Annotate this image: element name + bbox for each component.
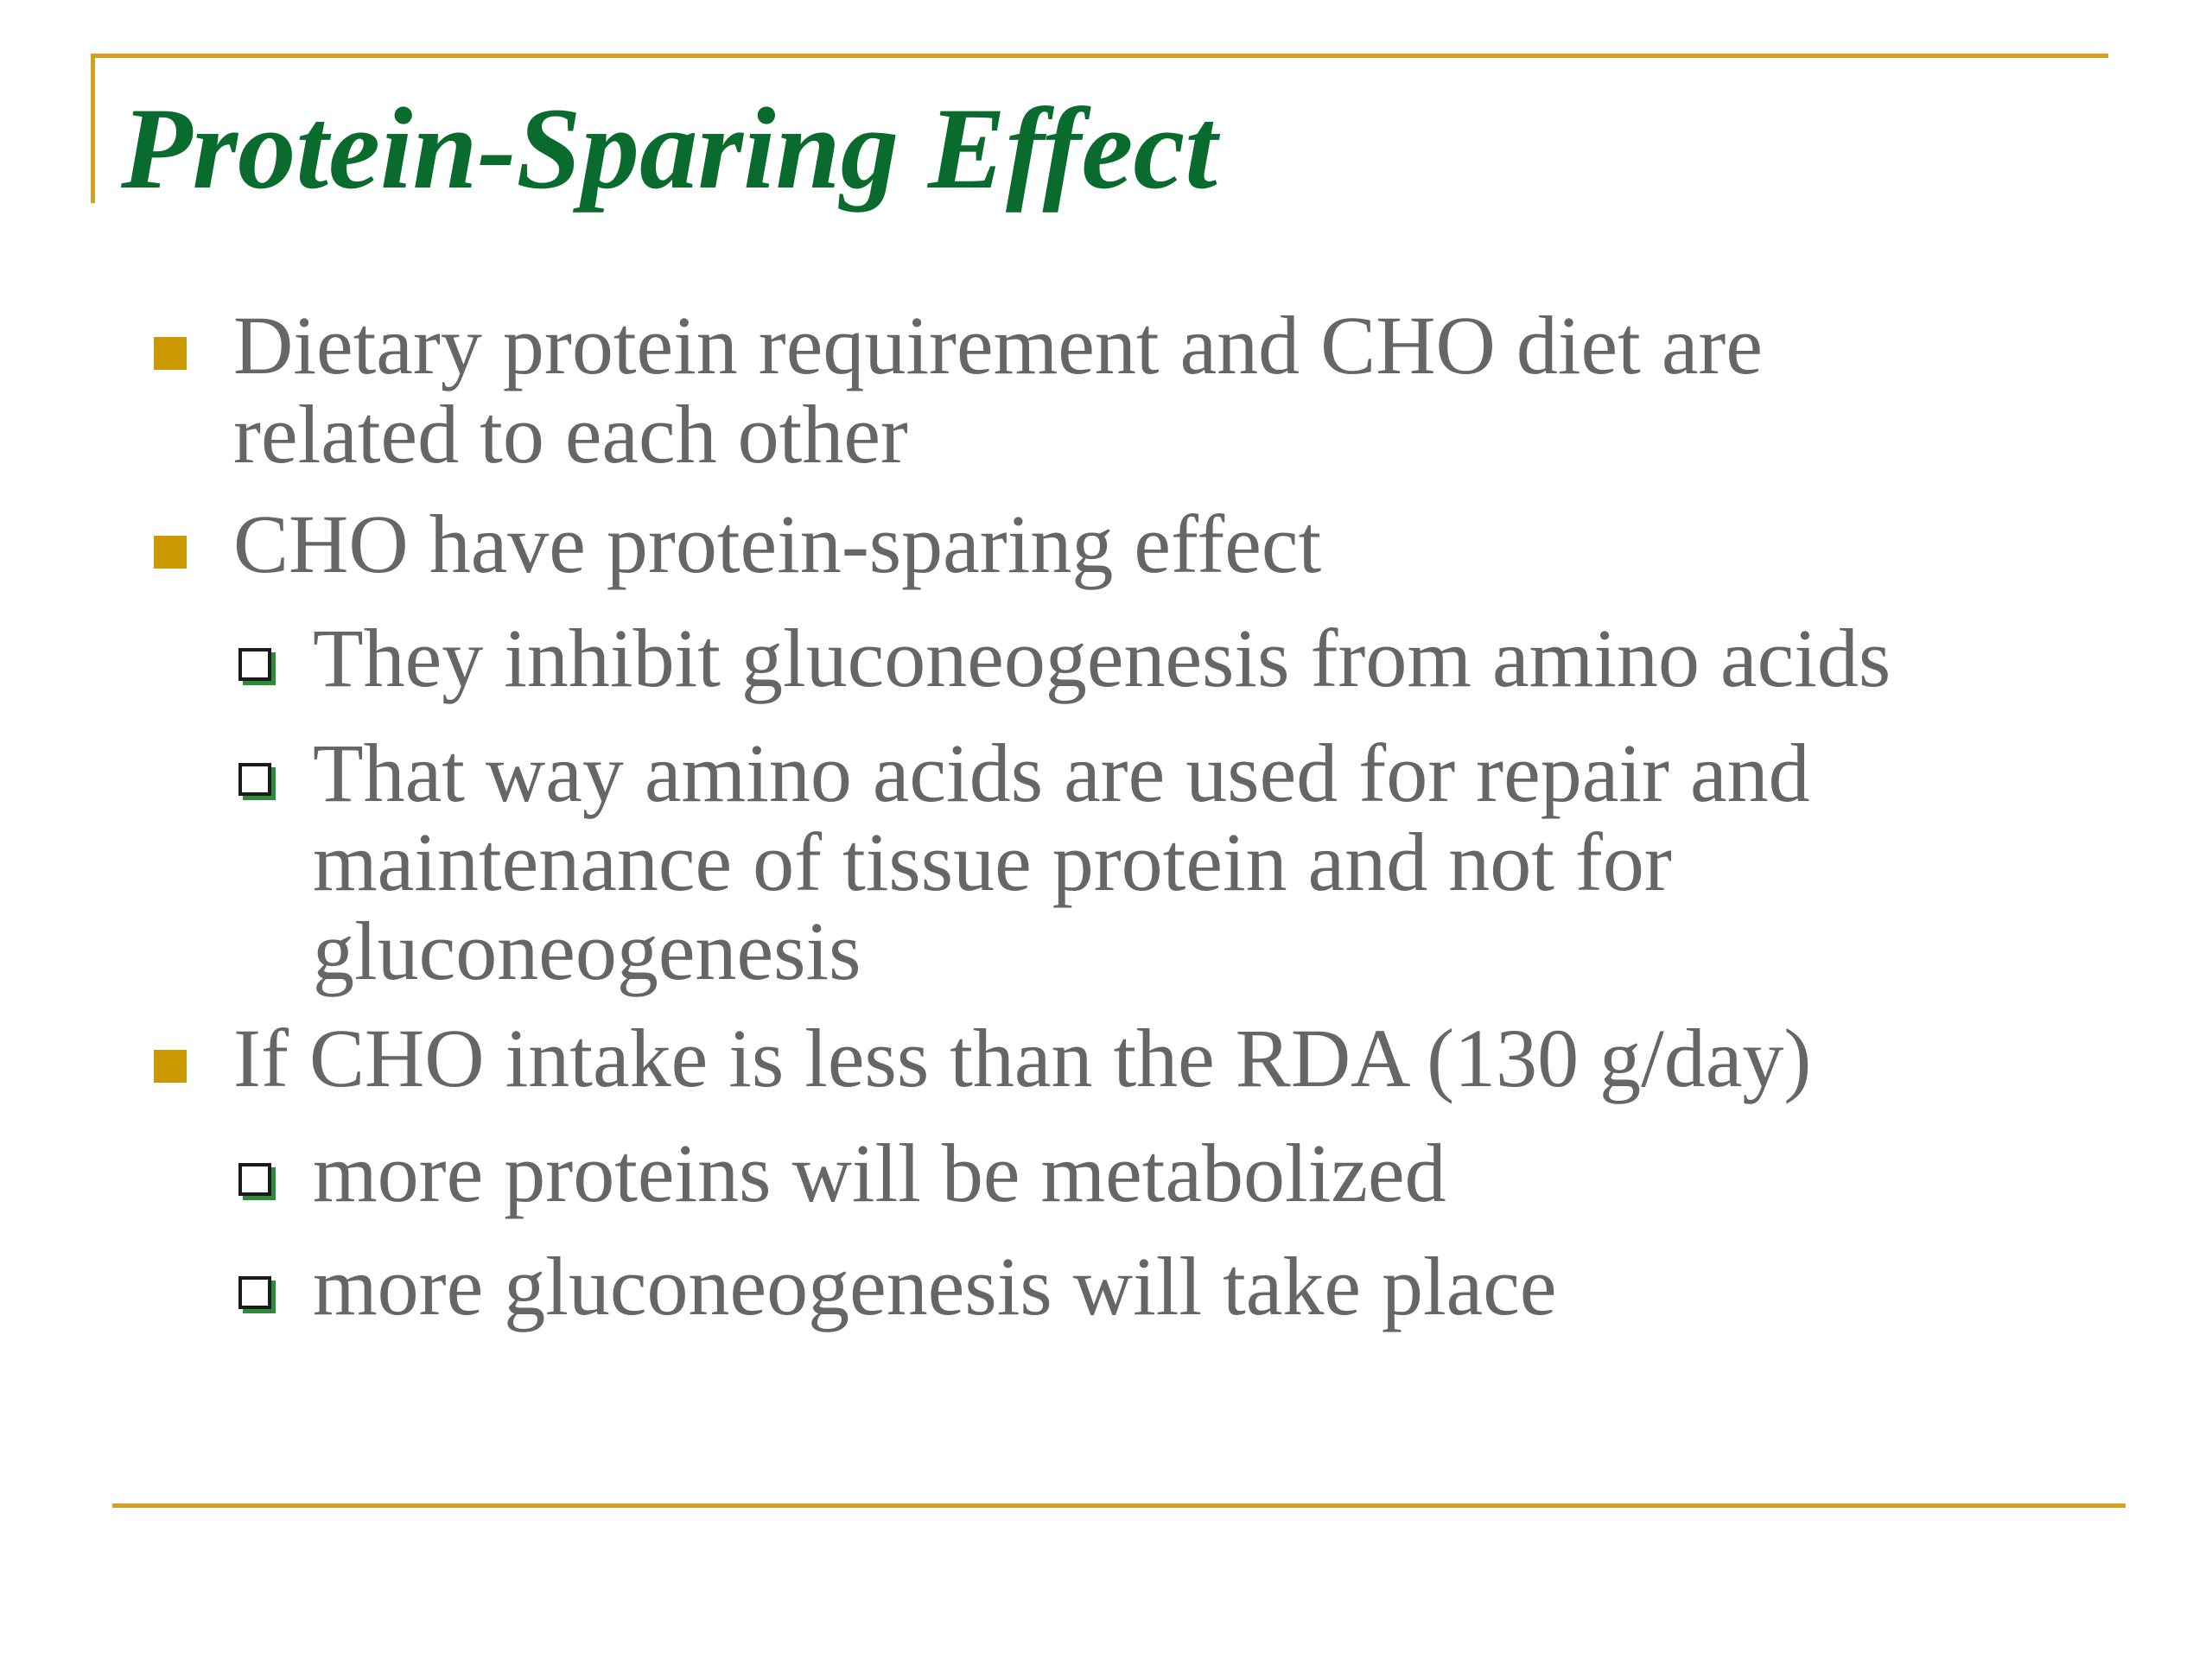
bullet-2-line-1: CHO have protein-sparing effect bbox=[233, 498, 1322, 590]
square-bullet-icon bbox=[154, 536, 187, 569]
slide-title: Protein-Sparing Effect bbox=[121, 85, 1217, 213]
sub-bullet-2-2-line-3: gluconeogenesis bbox=[313, 905, 861, 997]
square-bullet-icon bbox=[154, 337, 187, 370]
sub-bullet-2-2-line-2: maintenance of tissue protein and not for bbox=[313, 816, 1672, 908]
bullet-1-line-2: related to each other bbox=[233, 388, 908, 480]
bullet-1-line-1: Dietary protein requirement and CHO diet are bbox=[233, 299, 1763, 391]
sub-bullet-2-1-line-1: They inhibit gluconeogenesis from amino acids bbox=[313, 612, 1891, 704]
sub-bullet-3-1-line-1: more proteins will be metabolized bbox=[313, 1127, 1446, 1219]
square-bullet-icon bbox=[154, 1050, 187, 1083]
hollow-box-bullet-icon bbox=[238, 763, 271, 796]
footer-rule bbox=[112, 1503, 2126, 1508]
hollow-box-bullet-icon bbox=[238, 648, 271, 681]
sub-bullet-2-2-line-1: That way amino acids are used for repair and bbox=[313, 727, 1810, 819]
sub-bullet-3-2-line-1: more gluconeogenesis will take place bbox=[313, 1240, 1557, 1332]
hollow-box-bullet-icon bbox=[238, 1276, 271, 1309]
bullet-3-line-1: If CHO intake is less than the RDA (130 g/day) bbox=[233, 1012, 1812, 1104]
hollow-box-bullet-icon bbox=[238, 1163, 271, 1196]
